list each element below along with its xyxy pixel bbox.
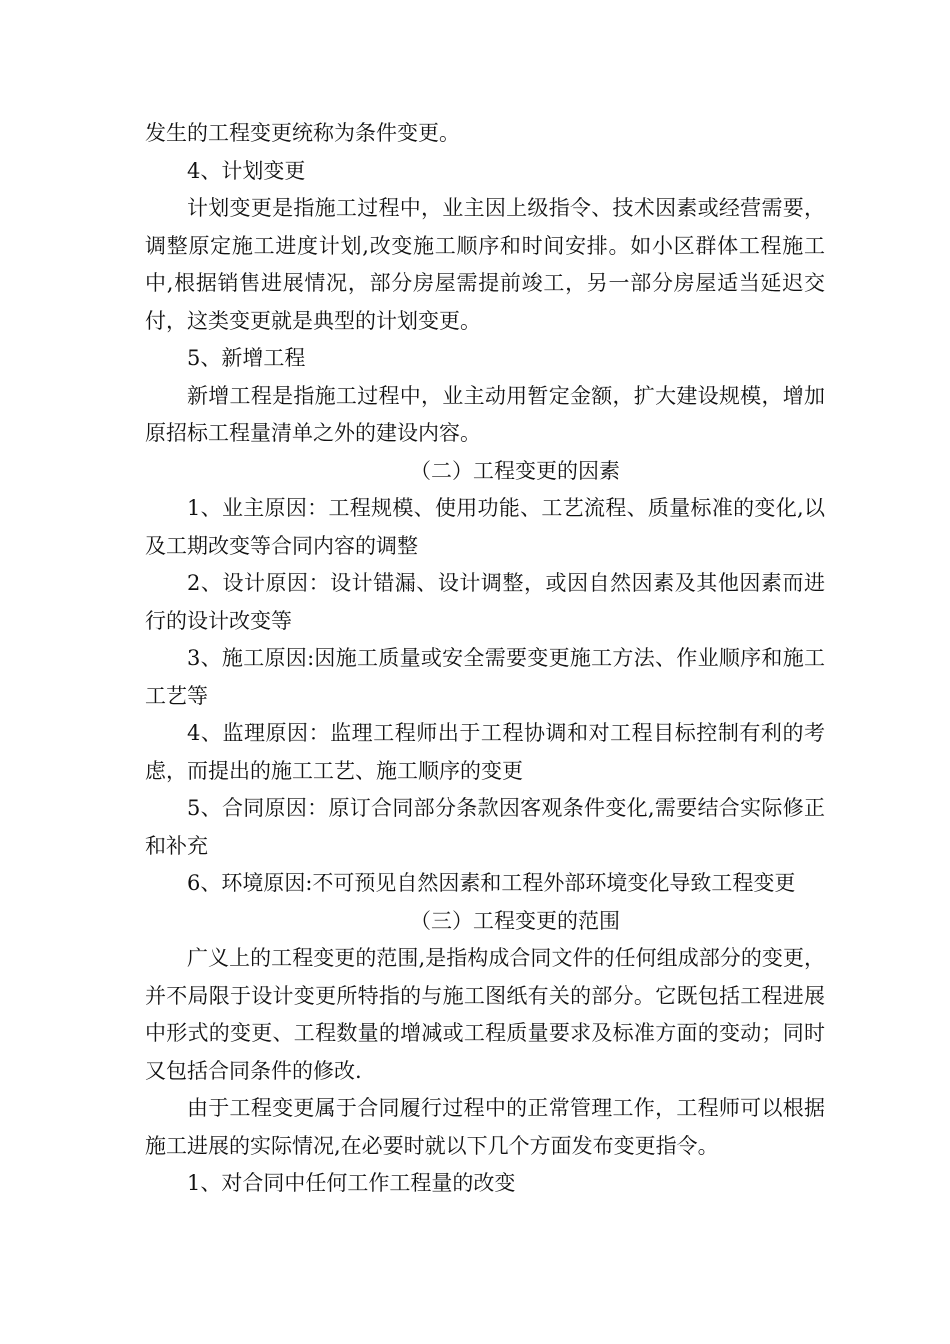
paragraph-engineer-instruction: 由于工程变更属于合同履行过程中的正常管理工作，工程师可以根据施工进展的实际情况,在必要时就以下几个方面发布变更指令。 [145, 1096, 825, 1158]
paragraph-owner-reason: 1、业主原因：工程规模、使用功能、工艺流程、质量标准的变化,以及工期改变等合同内容的调整 [145, 496, 825, 558]
paragraph-supervision-reason: 4、监理原因：监理工程师出于工程协调和对工程目标控制有利的考虑，而提出的施工工艺、施工顺序的变更 [145, 721, 825, 783]
paragraph-scope-broad: 广义上的工程变更的范围,是指构成合同文件的任何组成部分的变更，并不局限于设计变更所特指的与施工图纸有关的部分。它既包括工程进展中形式的变更、工程数量的增减或工程质量要求及标准方面的变动；同时又包括合同条件的修改. [145, 946, 825, 1083]
paragraph-new-works: 新增工程是指施工过程中，业主动用暂定金额，扩大建设规模，增加原招标工程量清单之外的建设内容。 [145, 383, 825, 445]
paragraph-construction-reason: 3、施工原因:因施工质量或安全需要变更施工方法、作业顺序和施工工艺等 [145, 646, 825, 708]
document-body [145, 115, 825, 1203]
paragraph-contract-reason: 5、合同原因：原订合同部分条款因客观条件变化,需要结合实际修正和补充 [145, 796, 825, 858]
paragraph-environment-reason: 6、环境原因:不可预见自然因素和工程外部环境变化导致工程变更 [187, 871, 796, 895]
section-heading-change-factors: （二）工程变更的因素 [410, 458, 620, 483]
item-title-quantity-change: 1、对合同中任何工作工程量的改变 [187, 1171, 516, 1195]
section-heading-change-scope: （三）工程变更的范围 [410, 908, 620, 933]
item-title-plan-change: 4、计划变更 [187, 158, 306, 183]
paragraph-plan-change: 计划变更是指施工过程中，业主因上级指令、技术因素或经营需要，调整原定施工进度计划,改变施工顺序和时间安排。如小区群体工程施工中,根据销售进展情况，部分房屋需提前竣工，另一部分房屋适当延迟交付，这类变更就是典型的计划变更。 [145, 196, 825, 333]
paragraph-condition-change-end: 发生的工程变更统称为条件变更。 [145, 121, 460, 145]
paragraph-design-reason: 2、设计原因：设计错漏、设计调整，或因自然因素及其他因素而进行的设计改变等 [145, 571, 825, 633]
item-title-new-works: 5、新增工程 [187, 346, 306, 370]
